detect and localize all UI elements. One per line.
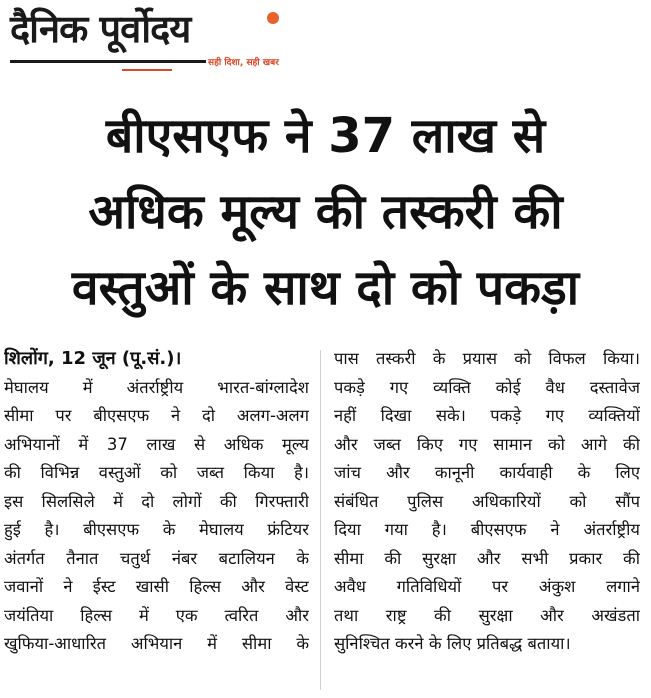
column-divider bbox=[320, 350, 321, 690]
article-line: सीमा की सुरक्षा और सभी प्रकार की bbox=[334, 548, 640, 568]
masthead-accent-line bbox=[122, 69, 172, 71]
article-line: अभियानों में 37 लाख से अधिक मूल्य bbox=[4, 434, 309, 454]
article-line: सुनिश्चित करने के लिए प्रतिबद्ध बताया। bbox=[334, 634, 571, 653]
article-line: जांच और कानूनी कार्यवाही के लिए bbox=[334, 463, 640, 482]
masthead bbox=[10, 6, 290, 72]
article-line: की विभिन्न वस्तुओं को जब्त किया है। bbox=[4, 463, 309, 482]
article-line: जयंतिया हिल्स में एक त्वरित और bbox=[4, 605, 309, 625]
article-line: खुफिया-आधारित अभियान में सीमा के bbox=[4, 634, 309, 653]
article-line: इस सिलसिले में दो लोगों की गिरफ्तारी bbox=[4, 491, 309, 511]
article-line: संबंधित पुलिस अधिकारियों को सौंप bbox=[334, 491, 640, 511]
article-line: अवैध गतिविधियों पर अंकुश लगाने bbox=[334, 577, 640, 596]
masthead-tagline: सही दिशा, सही खबर bbox=[206, 55, 281, 68]
article-line: अंतर्गत तैनात चतुर्थ नंबर बटालियन के bbox=[4, 548, 309, 568]
article-line: पकड़े गए व्यक्ति कोई वैध दस्तावेज bbox=[334, 377, 640, 397]
article-line: मेघालय में अंतर्राष्ट्रीय भारत-बांग्लादेश bbox=[4, 377, 309, 397]
article-line: और जब्त किए गए सामान को आगे की bbox=[334, 434, 640, 454]
headline-line: बीएसएफ ने 37 लाख से bbox=[105, 108, 546, 164]
article-dateline: शिलोंग, 12 जून (पू.सं.)। bbox=[4, 348, 182, 369]
article-line: जवानों ने ईस्ट खासी हिल्स और वेस्ट bbox=[4, 577, 309, 596]
article-line: तथा राष्ट्र की सुरक्षा और अखंडता bbox=[334, 605, 640, 625]
headline-line: अधिक मूल्य की तस्करी की bbox=[88, 184, 563, 240]
article-line: दिया गया है। बीएसएफ ने अंतर्राष्ट्रीय bbox=[334, 520, 640, 539]
article-line: सीमा पर बीएसएफ ने दो अलग-अलग bbox=[4, 406, 309, 425]
newspaper-logo: दैनिक पूर्वोदय bbox=[10, 7, 191, 51]
article-line: हुई है। बीएसएफ के मेघालय फ्रंटियर bbox=[4, 520, 309, 539]
article-line: पास तस्करी के प्रयास को विफल किया। bbox=[334, 349, 640, 368]
article-line: नहीं दिखा सके। पकड़े गए व्यक्तियों bbox=[334, 406, 640, 425]
headline-line: वस्तुओं के साथ दो को पकड़ा bbox=[71, 260, 580, 316]
article-headline bbox=[0, 98, 651, 326]
article-column-right bbox=[334, 345, 640, 659]
article-column-left bbox=[4, 345, 309, 659]
logo-dot-icon bbox=[267, 12, 279, 24]
